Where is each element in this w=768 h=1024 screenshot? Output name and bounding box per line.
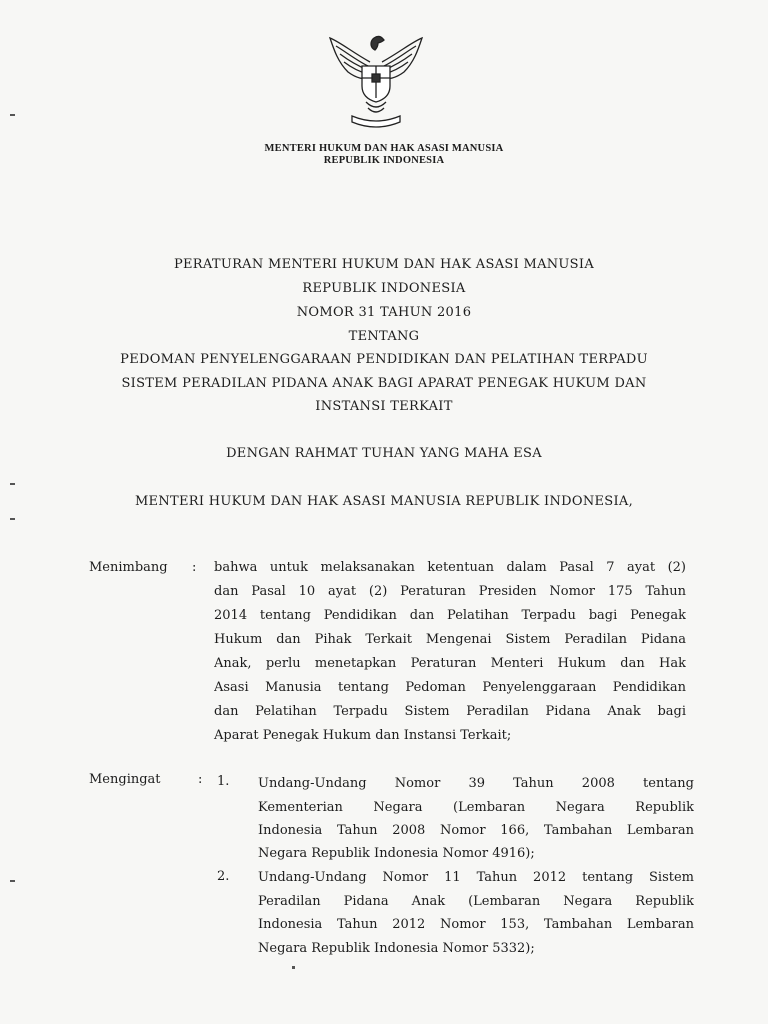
mengingat-item-line: Undang-Undang Nomor 11 Tahun 2012 tentang Sistem	[258, 870, 694, 885]
mengingat-item-line: Negara Republik Indonesia Nomor 4916);	[258, 846, 535, 861]
mengingat-label: Mengingat	[89, 772, 161, 787]
menimbang-line: dan Pelatihan Terpadu Sistem Peradilan Pidana Anak bagi	[214, 704, 686, 719]
issuer-line: MENTERI HUKUM DAN HAK ASASI MANUSIA REPUBLIK INDONESIA,	[134, 494, 634, 509]
menimbang-line: dan Pasal 10 ayat (2) Peraturan Presiden Nomor 175 Tahun	[214, 584, 686, 599]
menimbang-line: bahwa untuk melaksanakan ketentuan dalam Pasal 7 ayat (2)	[214, 560, 686, 575]
mengingat-item-line: Negara Republik Indonesia Nomor 5332);	[258, 941, 535, 956]
mengingat-colon: :	[198, 772, 203, 787]
mengingat-item-line: Peradilan Pidana Anak (Lembaran Negara Republik	[258, 894, 694, 909]
menimbang-colon: :	[192, 560, 197, 575]
mengingat-item-line: Undang-Undang Nomor 39 Tahun 2008 tentang	[258, 776, 694, 791]
menimbang-label: Menimbang	[89, 560, 168, 575]
title-line: REPUBLIK INDONESIA	[302, 281, 466, 296]
list-item-number: 2.	[217, 869, 230, 884]
menimbang-line: Anak, perlu menetapkan Peraturan Menteri Hukum dan Hak	[214, 656, 686, 671]
scan-speck	[10, 518, 15, 520]
title-line: NOMOR 31 TAHUN 2016	[296, 305, 472, 320]
title-line: TENTANG	[348, 329, 420, 344]
title-line: PEDOMAN PENYELENGGARAAN PENDIDIKAN DAN PELATIHAN TERPADU	[120, 352, 648, 367]
list-item-number: 1.	[217, 774, 230, 789]
invocation: DENGAN RAHMAT TUHAN YANG MAHA ESA	[226, 446, 542, 461]
menimbang-line: Asasi Manusia tentang Pedoman Penyelenggaraan Pendidikan	[214, 680, 686, 695]
title-line: PERATURAN MENTERI HUKUM DAN HAK ASASI MANUSIA	[173, 257, 595, 272]
title-line: INSTANSI TERKAIT	[315, 399, 453, 414]
ministry-heading: MENTERI HUKUM DAN HAK ASASI MANUSIA	[264, 143, 504, 154]
scan-speck	[10, 114, 15, 116]
mengingat-item-line: Indonesia Tahun 2008 Nomor 166, Tambahan Lembaran	[258, 823, 694, 838]
scan-speck	[292, 966, 295, 969]
title-line: SISTEM PERADILAN PIDANA ANAK BAGI APARAT PENEGAK HUKUM DAN	[121, 376, 647, 391]
ministry-subheading: REPUBLIK INDONESIA	[323, 155, 445, 166]
menimbang-line: Hukum dan Pihak Terkait Mengenai Sistem Peradilan Pidana	[214, 632, 686, 647]
mengingat-item-line: Kementerian Negara (Lembaran Negara Republik	[258, 800, 694, 815]
scan-speck	[10, 483, 15, 485]
garuda-emblem-icon	[322, 32, 430, 132]
menimbang-line: 2014 tentang Pendidikan dan Pelatihan Terpadu bagi Penegak	[214, 608, 686, 623]
menimbang-line: Aparat Penegak Hukum dan Instansi Terkait;	[214, 728, 512, 743]
scan-speck	[10, 880, 15, 882]
mengingat-item-line: Indonesia Tahun 2012 Nomor 153, Tambahan Lembaran	[258, 917, 694, 932]
